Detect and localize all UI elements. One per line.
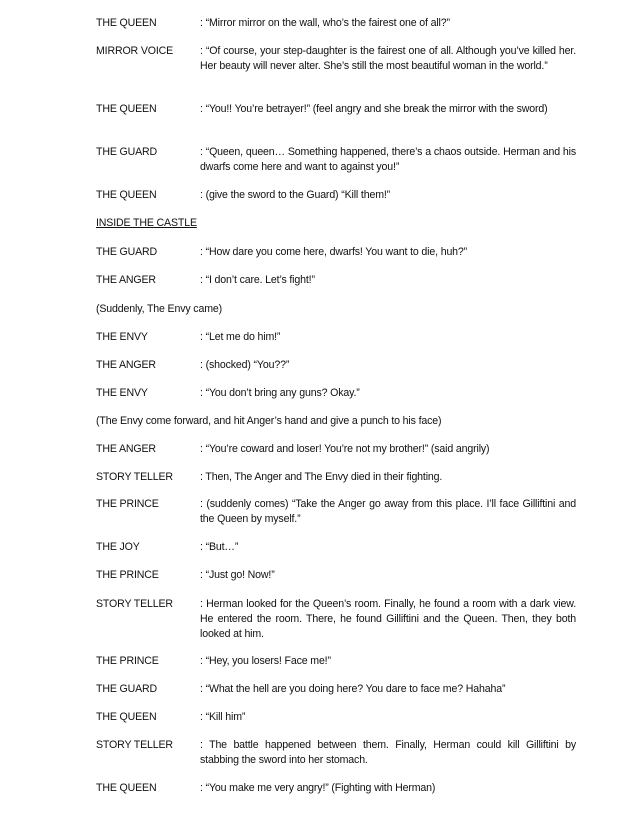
speaker-name: THE PRINCE (96, 655, 159, 667)
dialogue-text: : “Hey, you losers! Face me!” (200, 655, 331, 667)
dialogue-text: : “Queen, queen… Something happened, there’s a chaos outside. Herman and his dwarfs come here and want to against you!” (200, 146, 576, 173)
dialogue-line (96, 470, 576, 485)
dialogue-line (96, 710, 576, 725)
speaker-name: STORY TELLER (96, 598, 173, 610)
dialogue-line (96, 145, 576, 175)
dialogue-line (96, 358, 576, 373)
speaker-name: THE JOY (96, 541, 140, 553)
speaker-name: STORY TELLER (96, 739, 173, 751)
speaker-name: THE PRINCE (96, 498, 159, 510)
speaker-name: THE ENVY (96, 331, 148, 343)
speaker-name: THE ANGER (96, 274, 156, 286)
speaker-name: THE GUARD (96, 146, 158, 158)
stage-direction: (The Envy come forward, and hit Anger’s hand and give a punch to his face) (96, 415, 442, 427)
dialogue-line (96, 568, 576, 583)
speaker-name: THE QUEEN (96, 711, 157, 723)
speaker-name: THE ANGER (96, 359, 156, 371)
speaker-name: THE GUARD (96, 246, 158, 258)
dialogue-text: : (give the sword to the Guard) “Kill them!” (200, 189, 391, 201)
dialogue-text: : “Of course, your step-daughter is the fairest one of all. Although you’ve killed her. Her beauty will never alter. She’s still the most beautiful woman in the world.” (200, 45, 576, 72)
stage-direction: (Suddenly, The Envy came) (96, 303, 222, 315)
dialogue-text: : “Just go! Now!” (200, 569, 275, 581)
dialogue-text: : “You make me very angry!” (Fighting with Herman) (200, 782, 436, 794)
speaker-name: THE GUARD (96, 683, 158, 695)
dialogue-text: : “But…” (200, 541, 239, 553)
dialogue-text: : “What the hell are you doing here? You dare to face me? Hahaha” (200, 683, 506, 695)
speaker-name: STORY TELLER (96, 471, 173, 483)
dialogue-text: : (suddenly comes) “Take the Anger go away from this place. I’ll face Gilliftini and the Queen by myself.” (200, 498, 576, 525)
dialogue-text: : The battle happened between them. Finally, Herman could kill Gilliftini by stabbing the sword into her stomach. (200, 739, 576, 766)
dialogue-line (96, 44, 576, 74)
dialogue-line (96, 442, 576, 457)
speaker-name: THE ANGER (96, 443, 156, 455)
scene-heading: INSIDE THE CASTLE (96, 217, 197, 229)
speaker-name: MIRROR VOICE (96, 45, 174, 57)
dialogue-line (96, 597, 576, 642)
dialogue-text: : “Let me do him!” (200, 331, 281, 343)
speaker-name: THE QUEEN (96, 782, 157, 794)
dialogue-text: : “You’re coward and loser! You’re not my brother!” (said angrily) (200, 443, 490, 455)
dialogue-line (96, 188, 576, 203)
dialogue-line (96, 781, 576, 796)
dialogue-line (96, 330, 576, 345)
dialogue-line (96, 16, 576, 31)
dialogue-text: : Then, The Anger and The Envy died in their fighting. (200, 471, 443, 483)
dialogue-line (96, 273, 576, 288)
dialogue-line (96, 540, 576, 555)
dialogue-text: : (shocked) “You??” (200, 359, 290, 371)
dialogue-line (96, 682, 576, 697)
speaker-name: THE QUEEN (96, 103, 157, 115)
dialogue-text: : “You!! You’re betrayer!” (feel angry and she break the mirror with the sword) (200, 103, 548, 115)
speaker-name: THE PRINCE (96, 569, 159, 581)
speaker-name: THE QUEEN (96, 17, 157, 29)
dialogue-text: : “I don’t care. Let’s fight!” (200, 274, 315, 286)
dialogue-line (96, 738, 576, 768)
dialogue-line (96, 102, 576, 117)
dialogue-line (96, 497, 576, 527)
dialogue-line (96, 386, 576, 401)
dialogue-text: : “You don’t bring any guns? Okay.” (200, 387, 360, 399)
speaker-name: THE ENVY (96, 387, 148, 399)
dialogue-text: : “Mirror mirror on the wall, who’s the fairest one of all?” (200, 17, 450, 29)
dialogue-text: : “How dare you come here, dwarfs! You want to die, huh?” (200, 246, 468, 258)
speaker-name: THE QUEEN (96, 189, 157, 201)
dialogue-line (96, 654, 576, 669)
dialogue-line (96, 245, 576, 260)
dialogue-text: : “Kill him” (200, 711, 246, 723)
dialogue-text: : Herman looked for the Queen’s room. Finally, he found a room with a dark view. He entered the room. There, he found Gilliftini and the Queen. Then, they both looked at him. (200, 598, 576, 640)
